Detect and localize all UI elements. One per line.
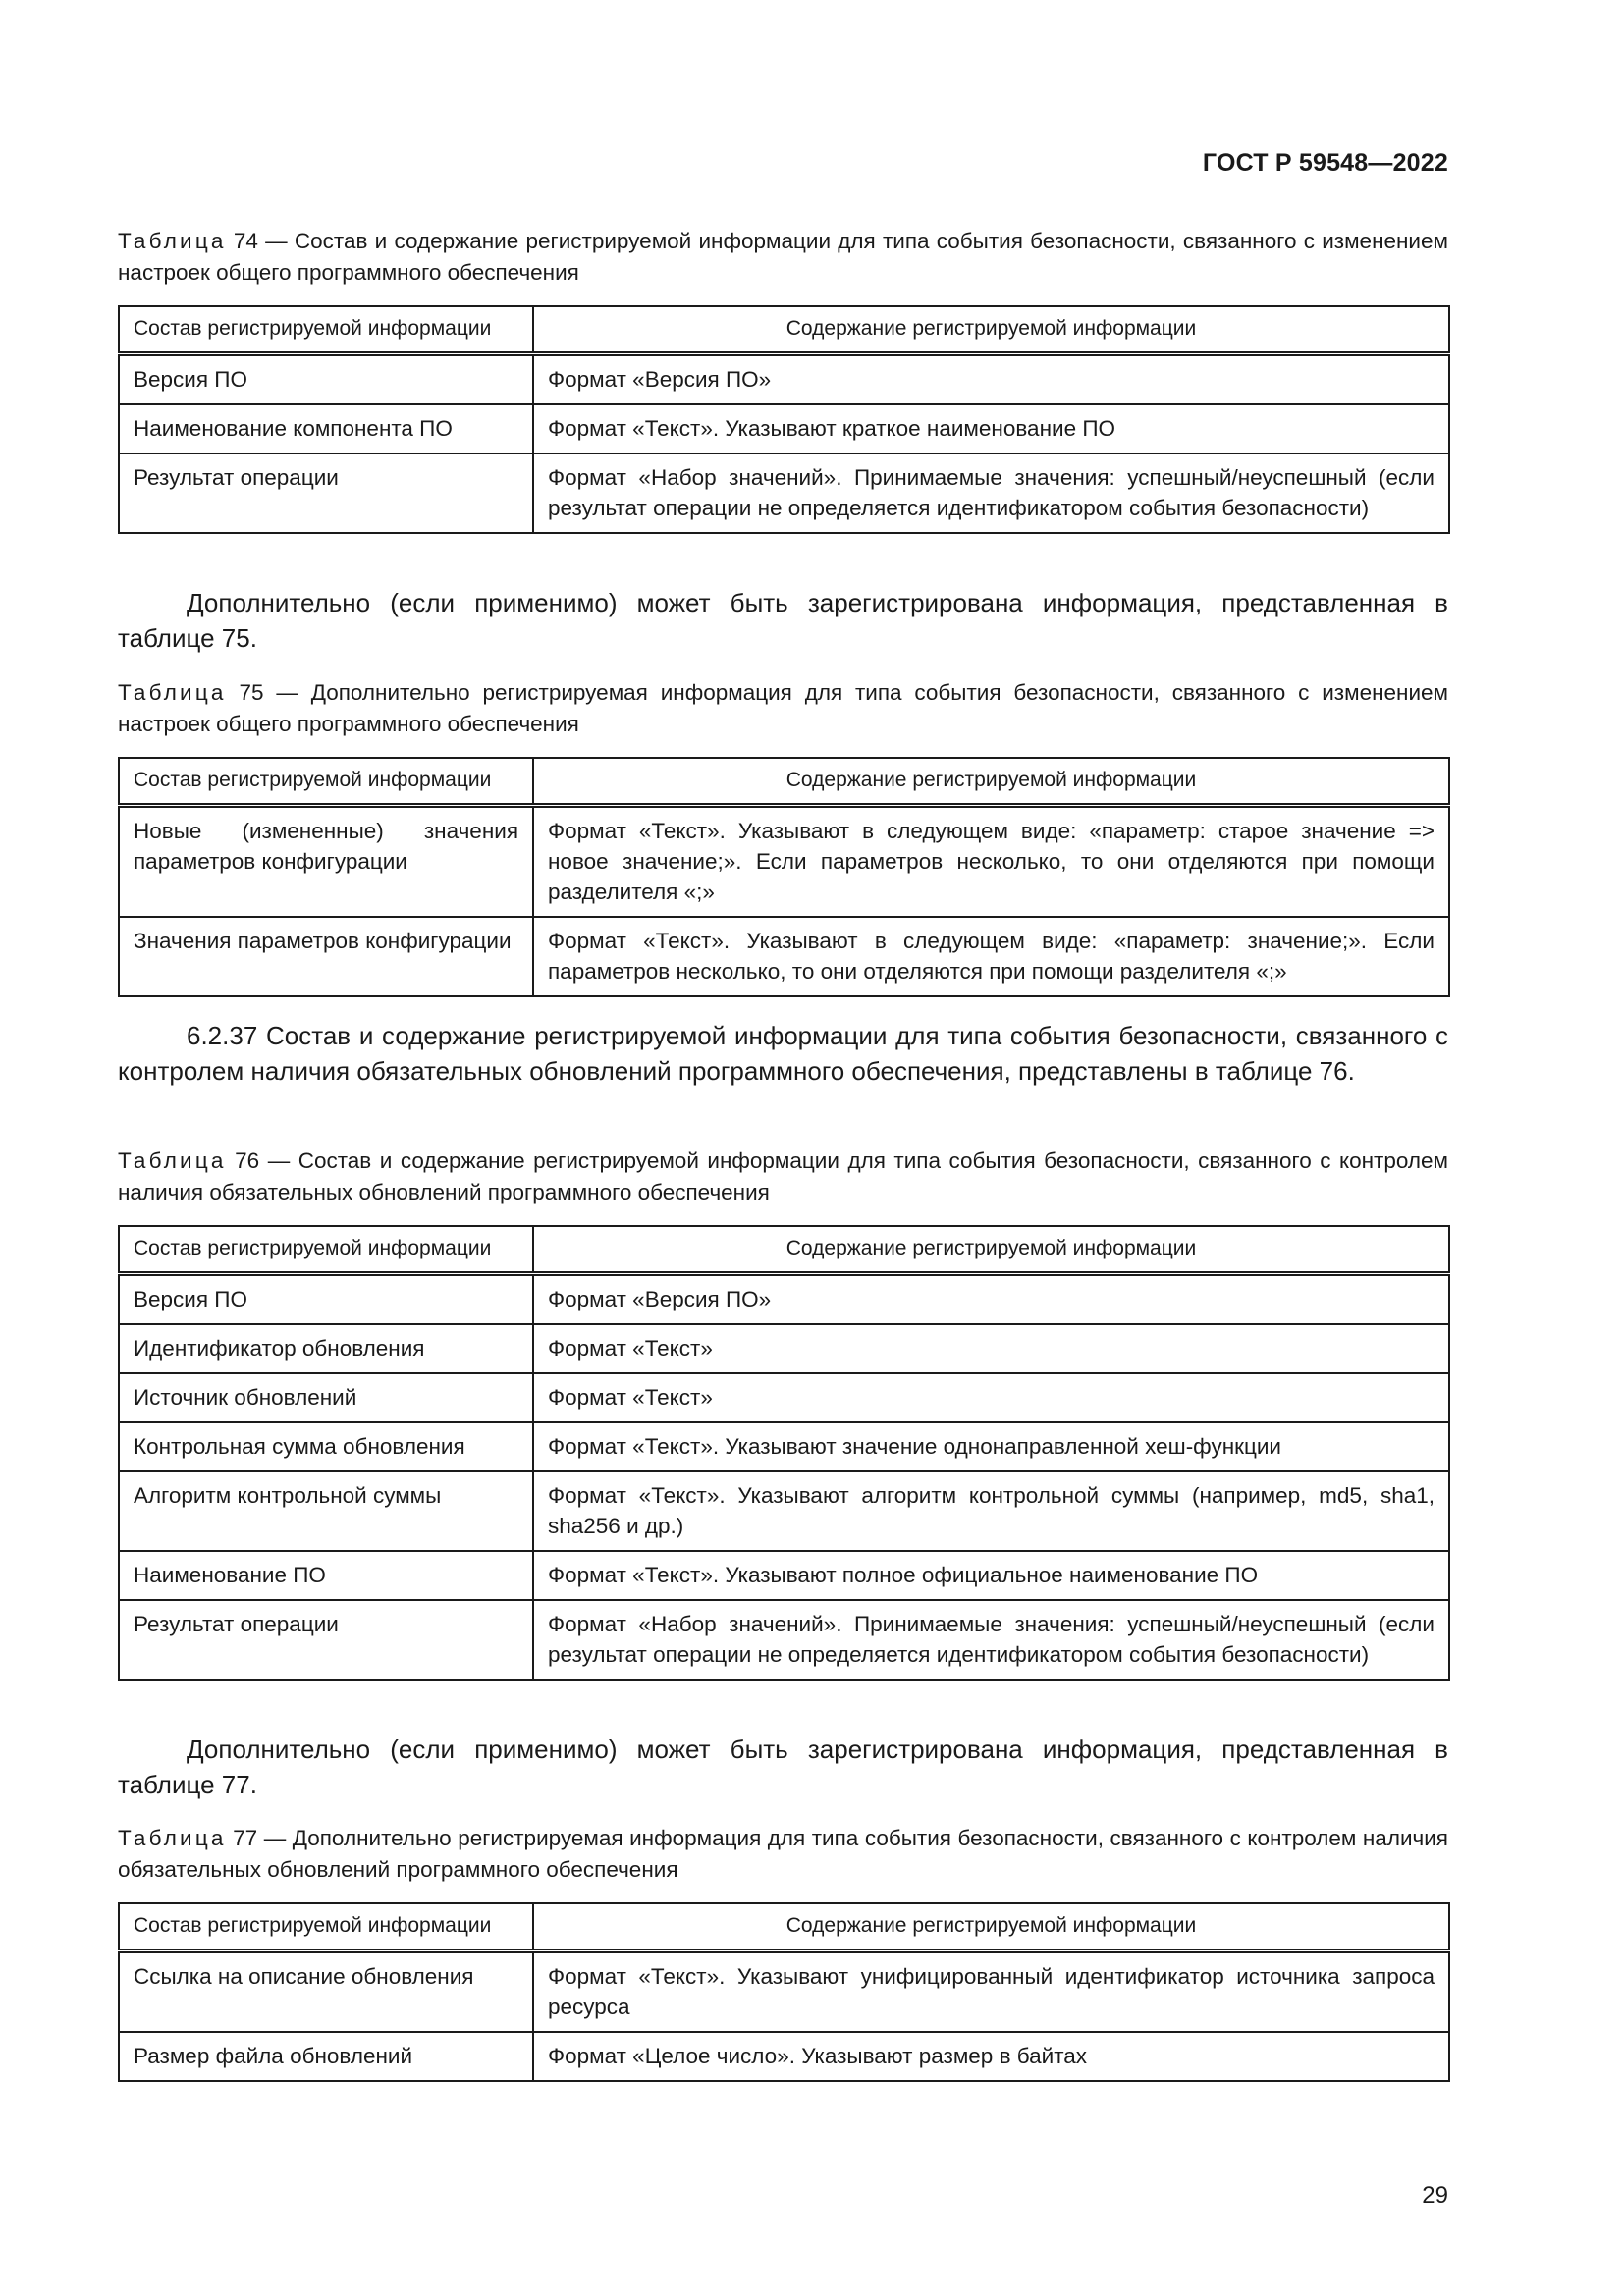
table-row [119, 1274, 1449, 1325]
row-name: Ссылка на описание обновления [119, 1951, 533, 2033]
table-77 [118, 1902, 1450, 2082]
caption-text: 76 — Состав и содержание регистрируемой информации для типа события безопасности, связанного с контролем наличия обязательных обновлений программного обеспечения [118, 1148, 1448, 1204]
table-row [119, 1324, 1449, 1373]
row-name: Наименование ПО [119, 1551, 533, 1600]
page-number: 29 [1422, 2182, 1448, 2209]
table-75-caption [118, 677, 1448, 740]
row-name: Результат операции [119, 454, 533, 533]
header-col-content: Содержание регистрируемой информации [533, 1226, 1449, 1274]
table-row [119, 354, 1449, 405]
row-content: Формат «Набор значений». Принимаемые значения: успешный/неуспешный (если результат операции не определяется идентификатором события безопасности) [533, 1600, 1449, 1680]
table-label: Таблица [118, 229, 227, 253]
table-header-row [119, 306, 1449, 354]
row-content: Формат «Текст» [533, 1324, 1449, 1373]
header-col-composition: Состав регистрируемой информации [119, 1226, 533, 1274]
table-label: Таблица [118, 680, 227, 705]
table-75-section [118, 677, 1448, 997]
header-col-composition: Состав регистрируемой информации [119, 1903, 533, 1951]
table-75 [118, 757, 1450, 997]
row-name: Размер файла обновлений [119, 2032, 533, 2081]
row-name: Новые (измененные) значения параметров конфигурации [119, 806, 533, 918]
row-content: Формат «Целое число». Указывают размер в байтах [533, 2032, 1449, 2081]
table-row [119, 404, 1449, 454]
table-row [119, 806, 1449, 918]
header-col-composition: Состав регистрируемой информации [119, 758, 533, 806]
table-76-caption [118, 1146, 1448, 1208]
header-col-content: Содержание регистрируемой информации [533, 1903, 1449, 1951]
row-name: Наименование компонента ПО [119, 404, 533, 454]
row-name: Идентификатор обновления [119, 1324, 533, 1373]
table-76 [118, 1225, 1450, 1681]
table-77-caption [118, 1823, 1448, 1886]
table-row [119, 2032, 1449, 2081]
paragraph-additional-75: Дополнительно (если применимо) может быть зарегистрирована информация, представленная в таблице 75. [118, 588, 1448, 653]
row-name: Версия ПО [119, 1274, 533, 1325]
row-name: Версия ПО [119, 354, 533, 405]
row-name: Алгоритм контрольной суммы [119, 1471, 533, 1551]
row-content: Формат «Текст» [533, 1373, 1449, 1422]
table-76-section [118, 1146, 1448, 1681]
row-content: Формат «Текст». Указывают полное официальное наименование ПО [533, 1551, 1449, 1600]
table-74-caption [118, 226, 1448, 289]
table-header-row [119, 1226, 1449, 1274]
table-header-row [119, 1903, 1449, 1951]
row-name: Результат операции [119, 1600, 533, 1680]
table-row [119, 1551, 1449, 1600]
row-content: Формат «Текст». Указывают в следующем виде: «параметр: старое значение => новое значение;». Если параметров несколько, то они отделяются при помощи разделителя «;» [533, 806, 1449, 918]
table-row [119, 1600, 1449, 1680]
table-row [119, 454, 1449, 533]
row-content: Формат «Текст». Указывают краткое наименование ПО [533, 404, 1449, 454]
caption-text: 77 — Дополнительно регистрируемая информация для типа события безопасности, связанного с контролем наличия обязательных обновлений программного обеспечения [118, 1826, 1448, 1882]
table-row [119, 1951, 1449, 2033]
table-row [119, 1471, 1449, 1551]
paragraph-additional-77: Дополнительно (если применимо) может быть зарегистрирована информация, представленная в таблице 77. [118, 1735, 1448, 1799]
row-content: Формат «Текст». Указывают алгоритм контрольной суммы (например, md5, sha1, sha256 и др.) [533, 1471, 1449, 1551]
table-row [119, 917, 1449, 996]
header-col-composition: Состав регистрируемой информации [119, 306, 533, 354]
row-content: Формат «Текст». Указывают в следующем виде: «параметр: значение;». Если параметров несколько, то они отделяются при помощи разделителя «;» [533, 917, 1449, 996]
table-label: Таблица [118, 1148, 227, 1173]
table-row [119, 1373, 1449, 1422]
table-77-section [118, 1823, 1448, 2082]
row-name: Контрольная сумма обновления [119, 1422, 533, 1471]
table-row [119, 1422, 1449, 1471]
row-name: Источник обновлений [119, 1373, 533, 1422]
row-content: Формат «Текст». Указывают унифицированный идентификатор источника запроса ресурса [533, 1951, 1449, 2033]
row-name: Значения параметров конфигурации [119, 917, 533, 996]
table-74 [118, 305, 1450, 534]
table-header-row [119, 758, 1449, 806]
header-col-content: Содержание регистрируемой информации [533, 758, 1449, 806]
row-content: Формат «Текст». Указывают значение однонаправленной хеш-функции [533, 1422, 1449, 1471]
row-content: Формат «Версия ПО» [533, 354, 1449, 405]
row-content: Формат «Набор значений». Принимаемые значения: успешный/неуспешный (если результат операции не определяется идентификатором события безопасности) [533, 454, 1449, 533]
row-content: Формат «Версия ПО» [533, 1274, 1449, 1325]
table-label: Таблица [118, 1826, 227, 1850]
paragraph-6-2-37: 6.2.37 Состав и содержание регистрируемой информации для типа события безопасности, связанного с контролем наличия обязательных обновлений программного обеспечения, представлены в таблице 76. [118, 1021, 1448, 1086]
header-col-content: Содержание регистрируемой информации [533, 306, 1449, 354]
table-74-section [118, 226, 1448, 534]
caption-text: 74 — Состав и содержание регистрируемой информации для типа события безопасности, связанного с изменением настроек общего программного обеспечения [118, 229, 1448, 285]
caption-text: 75 — Дополнительно регистрируемая информация для типа события безопасности, связанного с изменением настроек общего программного обеспечения [118, 680, 1448, 736]
standard-header: ГОСТ Р 59548—2022 [1202, 149, 1448, 177]
